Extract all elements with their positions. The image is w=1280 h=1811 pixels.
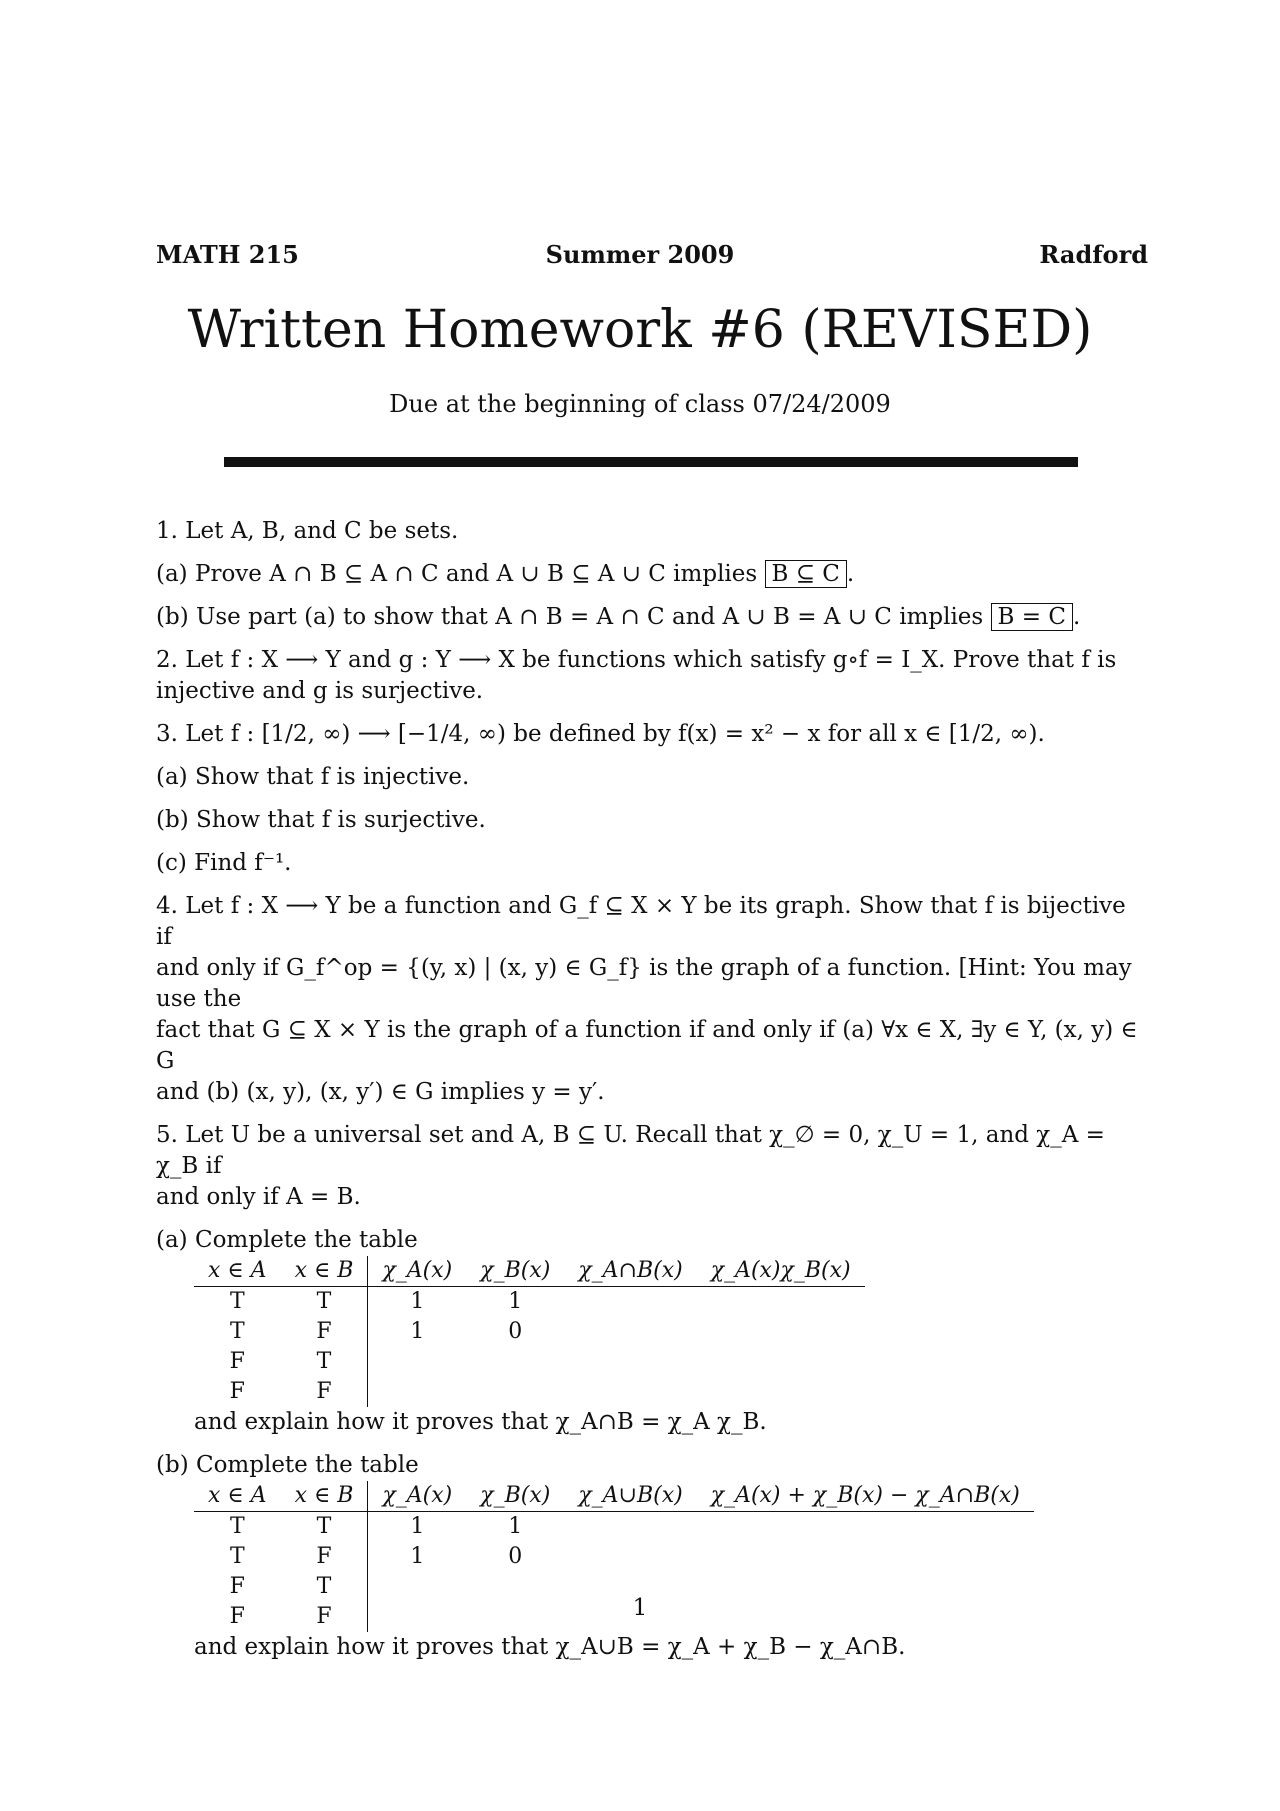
- table-header-cell: χ_A(x): [368, 1256, 466, 1287]
- problem-1-intro: 1. Let A, B, and C be sets.: [156, 518, 459, 544]
- problem-5a-after: and explain how it proves that χ_A∩B = χ_A χ_B.: [194, 1409, 767, 1435]
- table-cell: [564, 1542, 696, 1572]
- problem-1b: (b) Use part (a) to show that A ∩ B = A ∩ C and A ∪ B = A ∪ C implies B = C .: [156, 604, 1081, 630]
- table-header-cell: x ∈ A: [194, 1481, 281, 1512]
- table-cell: [564, 1512, 696, 1543]
- table-cell: 1: [410, 1319, 425, 1344]
- table-cell: 1: [410, 1544, 425, 1569]
- table-header-row: [194, 1256, 865, 1287]
- problem-list: [156, 516, 1146, 1663]
- table-cell: T: [281, 1287, 368, 1318]
- table-cell: F: [229, 1379, 245, 1404]
- course-label: MATH 215: [156, 240, 299, 269]
- term-label: Summer 2009: [545, 240, 735, 269]
- table-cell: [466, 1377, 564, 1407]
- table-cell: T: [229, 1289, 245, 1314]
- table-header-cell: χ_B(x): [466, 1256, 564, 1287]
- table-header-cell: x ∈ A: [194, 1256, 281, 1287]
- table-header-cell: χ_A(x)χ_B(x): [697, 1256, 865, 1287]
- table-header-cell: χ_B(x): [466, 1481, 564, 1512]
- table-header-cell: χ_A(x) + χ_B(x) − χ_A∩B(x): [697, 1481, 1034, 1512]
- table-cell: F: [229, 1349, 245, 1374]
- table-header-cell: x ∈ B: [281, 1256, 368, 1287]
- problem-3-intro: 3. Let f : [1/2, ∞) ⟶ [−1/4, ∞) be defined by f(x) = x² − x for all x ∈ [1/2, ∞).: [156, 721, 1045, 747]
- problem-2-line-2: injective and g is surjective.: [156, 678, 484, 704]
- problem-4-line-3: fact that G ⊆ X × Y is the graph of a function if and only if (a) ∀x ∈ X, ∃y ∈ Y, (x, y) ∈ G: [156, 1017, 1138, 1074]
- table-cell: 1: [410, 1514, 425, 1539]
- page-number: 1: [632, 1595, 648, 1621]
- table-cell: [697, 1542, 1034, 1572]
- table-cell: T: [229, 1319, 245, 1344]
- table-cell: [466, 1347, 564, 1377]
- truth-table-a: [194, 1256, 865, 1407]
- problem-1a-boxed-result: B ⊆ C: [765, 560, 847, 588]
- table-cell: 1: [508, 1289, 523, 1314]
- problem-5-line-1: 5. Let U be a universal set and A, B ⊆ U. Recall that χ_∅ = 0, χ_U = 1, and χ_A = χ_B if: [156, 1122, 1105, 1179]
- table-header-row: [194, 1481, 1034, 1512]
- table-row: [194, 1512, 1034, 1543]
- table-cell: [564, 1317, 696, 1347]
- table-row: [194, 1317, 865, 1347]
- due-date: Due at the beginning of class 07/24/2009: [389, 390, 891, 418]
- table-cell: F: [281, 1542, 368, 1572]
- table-cell: F: [281, 1317, 368, 1347]
- problem-3c: (c) Find f⁻¹.: [156, 850, 292, 876]
- table-header-cell: χ_A∩B(x): [564, 1256, 696, 1287]
- table-cell: 0: [508, 1544, 523, 1569]
- table-cell: T: [281, 1347, 368, 1377]
- table-header-cell: χ_A(x): [368, 1481, 466, 1512]
- problem-1b-boxed-result: B = C: [991, 603, 1073, 631]
- problem-3a: (a) Show that f is injective.: [156, 764, 470, 790]
- table-cell: 1: [410, 1289, 425, 1314]
- problem-5a-label: (a) Complete the table: [156, 1227, 418, 1253]
- table-header-cell: x ∈ B: [281, 1481, 368, 1512]
- page-title: Written Homework #6 (REVISED): [187, 300, 1093, 360]
- table-cell: T: [229, 1514, 245, 1539]
- problem-3b: (b) Show that f is surjective.: [156, 807, 486, 833]
- table-cell: [697, 1512, 1034, 1543]
- problem-4-line-2: and only if G_f^op = {(y, x) | (x, y) ∈ G_f} is the graph of a function. [Hint: You may use the: [156, 955, 1132, 1012]
- instructor-label: Radford: [1039, 240, 1148, 269]
- problem-1a: (a) Prove A ∩ B ⊆ A ∩ C and A ∪ B ⊆ A ∪ C implies B ⊆ C .: [156, 561, 855, 587]
- table-cell: F: [281, 1602, 368, 1632]
- problem-2-line-1: 2. Let f : X ⟶ Y and g : Y ⟶ X be functions which satisfy g∘f = I_X. Prove that f is: [156, 647, 1117, 673]
- table-cell: [564, 1347, 696, 1377]
- table-cell: F: [281, 1377, 368, 1407]
- table-cell: F: [229, 1574, 245, 1599]
- table-cell: 1: [508, 1514, 523, 1539]
- problem-1b-text: (b) Use part (a) to show that A ∩ B = A ∩ C and A ∪ B = A ∪ C implies: [156, 604, 984, 630]
- problem-4-line-1: 4. Let f : X ⟶ Y be a function and G_f ⊆ X × Y be its graph. Show that f is bijective if: [156, 893, 1126, 950]
- table-cell: [564, 1287, 696, 1318]
- table-row: [194, 1347, 865, 1377]
- table-cell: [564, 1377, 696, 1407]
- title-divider: [224, 457, 1078, 467]
- problem-5b-after: and explain how it proves that χ_A∪B = χ_A + χ_B − χ_A∩B.: [194, 1634, 906, 1660]
- table-cell: [697, 1287, 865, 1318]
- table-cell: T: [229, 1544, 245, 1569]
- table-cell: F: [229, 1604, 245, 1629]
- problem-5-line-2: and only if A = B.: [156, 1184, 361, 1210]
- table-cell: [697, 1347, 865, 1377]
- problem-4-line-4: and (b) (x, y), (x, y′) ∈ G implies y = y′.: [156, 1079, 605, 1105]
- table-cell: [368, 1347, 466, 1377]
- table-header-cell: χ_A∪B(x): [564, 1481, 696, 1512]
- problem-5b-label: (b) Complete the table: [156, 1452, 419, 1478]
- table-row: [194, 1287, 865, 1318]
- table-cell: [697, 1317, 865, 1347]
- table-cell: [368, 1377, 466, 1407]
- table-cell: T: [281, 1572, 368, 1602]
- problem-1a-text: (a) Prove A ∩ B ⊆ A ∩ C and A ∪ B ⊆ A ∪ C implies: [156, 561, 758, 587]
- table-cell: [697, 1377, 865, 1407]
- table-row: [194, 1377, 865, 1407]
- table-row: [194, 1542, 1034, 1572]
- table-cell: 0: [508, 1319, 523, 1344]
- table-cell: T: [281, 1512, 368, 1543]
